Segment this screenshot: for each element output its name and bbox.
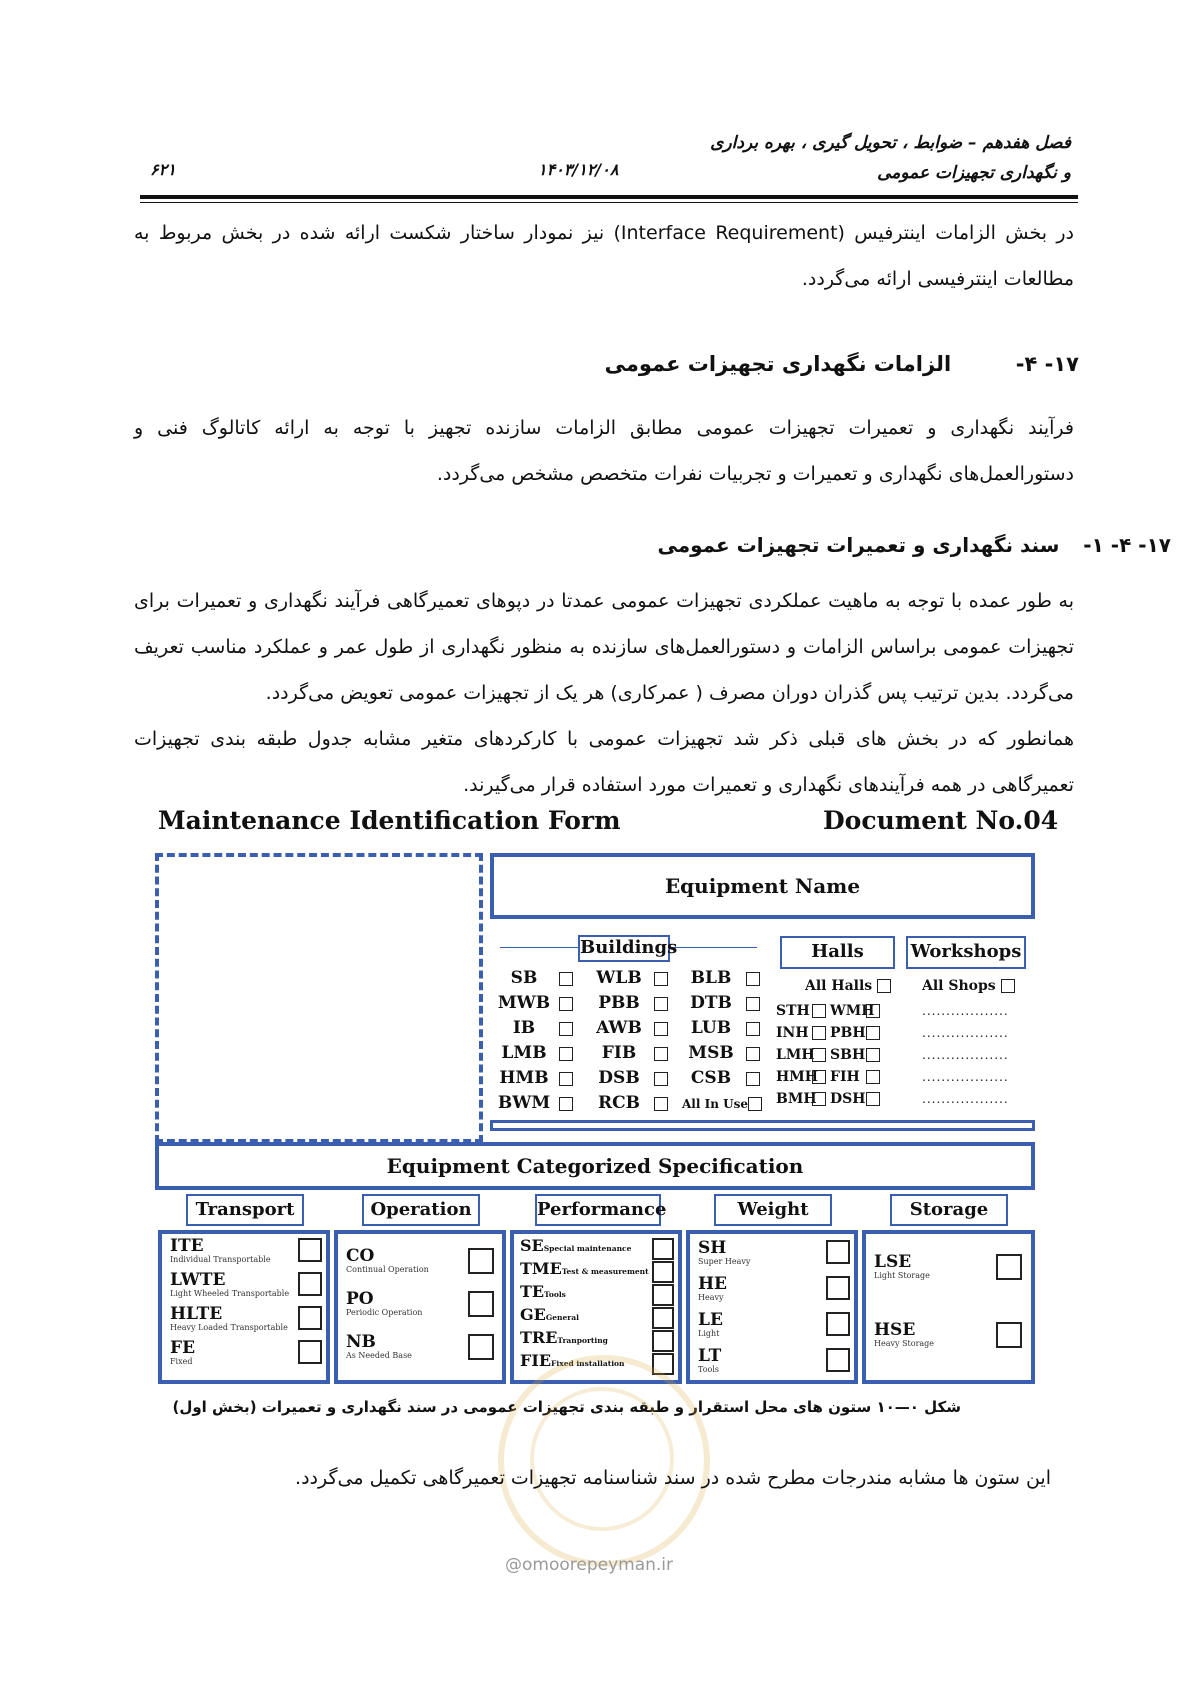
building-code: CSB bbox=[690, 1068, 732, 1088]
weight-checkbox[interactable] bbox=[826, 1276, 850, 1300]
building-checkbox[interactable] bbox=[559, 972, 573, 986]
workshop-blank-line[interactable]: .................. bbox=[922, 1048, 1009, 1062]
performance-checkbox[interactable] bbox=[652, 1284, 674, 1306]
building-item bbox=[682, 1018, 767, 1038]
performance-code bbox=[520, 1305, 579, 1324]
photo-placeholder bbox=[155, 853, 483, 1143]
hall-code: INH bbox=[776, 1025, 809, 1041]
hall-code: PBH bbox=[830, 1025, 866, 1041]
workshop-blank-line[interactable]: .................. bbox=[922, 1092, 1009, 1106]
paragraph-4: همانطور که در بخش های قبلی ذکر شد تجهیزات عمومی با کارکردهای متغیر مشابه جدول طبقه بندی تجهیزات تعمیرگاهی در همه فرآیندهای نگهداری و تعمیرات مورد استفاده قرار می‌گیرند. bbox=[134, 728, 1074, 796]
storage-desc: Light Storage bbox=[874, 1271, 930, 1280]
workshops-all-checkbox[interactable] bbox=[1001, 979, 1015, 993]
operation-code bbox=[346, 1289, 374, 1309]
weight-desc: Light bbox=[698, 1329, 720, 1338]
building-code: MSB bbox=[688, 1043, 734, 1063]
transport-code-text: ITE bbox=[170, 1236, 204, 1256]
hall-checkbox[interactable] bbox=[866, 1070, 880, 1084]
performance-code-text: TRE bbox=[520, 1328, 558, 1347]
weight-desc: Tools bbox=[698, 1365, 720, 1374]
hall-checkbox[interactable] bbox=[866, 1026, 880, 1040]
performance-code bbox=[520, 1236, 631, 1255]
transport-checkbox[interactable] bbox=[298, 1306, 322, 1330]
building-checkbox[interactable] bbox=[559, 1097, 573, 1111]
hall-checkbox[interactable] bbox=[866, 1004, 880, 1018]
building-checkbox[interactable] bbox=[746, 1047, 760, 1061]
building-checkbox[interactable] bbox=[746, 1022, 760, 1036]
building-checkbox[interactable] bbox=[559, 1047, 573, 1061]
hall-code: LMH bbox=[776, 1047, 815, 1063]
operation-desc: As Needed Base bbox=[346, 1351, 412, 1360]
operation-code-text: CO bbox=[346, 1246, 375, 1266]
storage-box bbox=[862, 1230, 1035, 1384]
halls-all-label: All Halls bbox=[805, 978, 873, 994]
performance-code bbox=[520, 1328, 608, 1347]
building-code: DSB bbox=[598, 1068, 640, 1088]
location-bottom-bar bbox=[490, 1120, 1035, 1131]
operation-code-text: NB bbox=[346, 1332, 376, 1352]
performance-desc: General bbox=[545, 1313, 579, 1322]
building-code: WLB bbox=[596, 968, 642, 988]
hall-code: HMH bbox=[776, 1069, 818, 1085]
hall-code: FIH bbox=[830, 1069, 860, 1085]
building-checkbox[interactable] bbox=[559, 997, 573, 1011]
building-checkbox[interactable] bbox=[654, 972, 668, 986]
chapter-line-2: و نگهداری تجهیزات عمومی bbox=[877, 163, 1071, 183]
performance-code-text: SE bbox=[520, 1236, 544, 1255]
transport-desc: Fixed bbox=[170, 1357, 193, 1366]
building-item bbox=[590, 1068, 675, 1088]
building-item bbox=[590, 1018, 675, 1038]
equipment-name-box bbox=[490, 853, 1035, 919]
weight-code bbox=[698, 1310, 723, 1330]
weight-code bbox=[698, 1274, 727, 1294]
operation-checkbox[interactable] bbox=[468, 1291, 494, 1317]
weight-checkbox[interactable] bbox=[826, 1240, 850, 1264]
performance-code bbox=[520, 1282, 566, 1301]
building-item bbox=[495, 1068, 580, 1088]
building-code: BLB bbox=[690, 968, 732, 988]
storage-code-text: HSE bbox=[874, 1320, 916, 1340]
building-item bbox=[590, 1043, 675, 1063]
chapter-title bbox=[710, 128, 1071, 188]
equipment-name-label: Equipment Name bbox=[664, 874, 861, 898]
subsection-title: سند نگهداری و تعمیرات تجهیزات عمومی bbox=[657, 533, 1060, 557]
weight-checkbox[interactable] bbox=[826, 1312, 850, 1336]
hall-row bbox=[776, 1047, 884, 1063]
paragraph-1: در بخش الزامات اینترفیس (Interface Requirement) نیز نمودار ساختار شکست ارائه شده در بخش مربوط به مطالعات اینترفیسی ارائه می‌گردد. bbox=[134, 222, 1074, 290]
weight-desc: Heavy bbox=[698, 1293, 724, 1302]
building-checkbox[interactable] bbox=[654, 1097, 668, 1111]
form-title: Maintenance Identification Form bbox=[158, 806, 621, 835]
building-item bbox=[495, 1093, 580, 1113]
hall-checkbox[interactable] bbox=[812, 1048, 826, 1062]
transport-code-text: LWTE bbox=[170, 1270, 226, 1290]
operation-desc: Continual Operation bbox=[346, 1265, 429, 1274]
storage-code bbox=[874, 1252, 911, 1272]
building-code: DTB bbox=[690, 993, 732, 1013]
buildings-label: Buildings bbox=[578, 935, 670, 962]
building-code: PBB bbox=[598, 993, 640, 1013]
workshops-label: Workshops bbox=[906, 936, 1026, 969]
hall-row bbox=[776, 1069, 884, 1085]
workshops-all-label: All Shops bbox=[922, 978, 996, 994]
building-code: FIB bbox=[601, 1043, 637, 1063]
building-checkbox[interactable] bbox=[654, 1047, 668, 1061]
building-code: LMB bbox=[501, 1043, 547, 1063]
building-item bbox=[495, 968, 580, 988]
storage-code bbox=[874, 1320, 915, 1340]
storage-checkbox[interactable] bbox=[996, 1254, 1022, 1280]
hall-checkbox[interactable] bbox=[866, 1048, 880, 1062]
paragraph-5: این ستون ها مشابه مندرجات مطرح شده در سند شناسنامه تجهیزات تعمیرگاهی تکمیل می‌گردد. bbox=[295, 1467, 1051, 1489]
building-item bbox=[682, 1043, 767, 1063]
workshop-blank-line[interactable]: .................. bbox=[922, 1004, 1009, 1018]
operation-box bbox=[334, 1230, 506, 1384]
paragraph-2: فرآیند نگهداری و تعمیرات تجهیزات عمومی مطابق الزامات سازنده تجهیز با توجه به ارائه کاتالوگ فنی و دستورالعمل‌های نگهداری و تعمیرات و تجربیات نفرات متخصص مشخص می‌گردد. bbox=[134, 417, 1074, 485]
performance-checkbox[interactable] bbox=[652, 1261, 674, 1283]
header-rule-thick bbox=[140, 195, 1078, 199]
header-rule-thin bbox=[140, 202, 1078, 203]
hall-code: WMH bbox=[830, 1003, 875, 1019]
workshops-all bbox=[922, 978, 1015, 994]
operation-code bbox=[346, 1332, 376, 1352]
transport-desc: Individual Transportable bbox=[170, 1255, 271, 1264]
transport-code-text: HLTE bbox=[170, 1304, 223, 1324]
building-checkbox[interactable] bbox=[746, 1072, 760, 1086]
subsection-number: ۱۷- ۴- ۱- bbox=[1083, 533, 1171, 557]
header-date: ۱۴۰۳/۱۲/۰۸ bbox=[538, 160, 619, 179]
building-code: BWM bbox=[497, 1093, 551, 1113]
hall-checkbox[interactable] bbox=[812, 1092, 826, 1106]
building-code: LUB bbox=[690, 1018, 732, 1038]
weight-code-text: SH bbox=[698, 1238, 727, 1258]
workshop-blank-line[interactable]: .................. bbox=[922, 1070, 1009, 1084]
operation-checkbox[interactable] bbox=[468, 1248, 494, 1274]
section-number: ۱۷- ۴- bbox=[1015, 352, 1079, 376]
hall-row bbox=[776, 1025, 884, 1041]
operation-code-text: PO bbox=[346, 1289, 374, 1309]
spec-title: Equipment Categorized Specification bbox=[386, 1154, 804, 1178]
building-code: IB bbox=[512, 1018, 536, 1038]
paragraph-3: به طور عمده با توجه به ماهیت عملکردی تجهیزات عمومی عمدتا در دپوهای تعمیرگاهی فرآیند نگهداری و تعمیرات برای تجهیزات عمومی براساس الزامات و دستورالعمل‌های سازنده به منظور نگهداری از طول عمر و عملکرد مناسب تعریف می‌گردد. بدین ترتیب پس گذران دوران مصرف ( عمرکاری) هر یک از تجهیزات عمومی تعویض می‌گردد. bbox=[134, 590, 1074, 704]
building-code: RCB bbox=[597, 1093, 641, 1113]
storage-desc: Heavy Storage bbox=[874, 1339, 935, 1348]
building-item bbox=[682, 993, 767, 1013]
building-checkbox[interactable] bbox=[746, 972, 760, 986]
subsection-heading bbox=[657, 533, 1171, 557]
building-checkbox[interactable] bbox=[748, 1097, 762, 1111]
performance-checkbox[interactable] bbox=[652, 1307, 674, 1329]
spec-title-box bbox=[155, 1142, 1035, 1190]
chapter-line-1: فصل هفدهم – ضوابط ، تحویل گیری ، بهره برداری bbox=[710, 133, 1071, 153]
operation-desc: Periodic Operation bbox=[346, 1308, 423, 1317]
storage-code-text: LSE bbox=[874, 1252, 912, 1272]
workshop-blank-line[interactable]: .................. bbox=[922, 1026, 1009, 1040]
category-performance: Performance bbox=[535, 1194, 661, 1226]
transport-code bbox=[170, 1236, 204, 1256]
performance-code-text: TE bbox=[520, 1282, 545, 1301]
halls-all-checkbox[interactable] bbox=[877, 979, 891, 993]
weight-code bbox=[698, 1238, 726, 1258]
building-item bbox=[682, 1093, 767, 1113]
building-code: AWB bbox=[596, 1018, 642, 1038]
building-checkbox[interactable] bbox=[559, 1072, 573, 1086]
storage-checkbox[interactable] bbox=[996, 1322, 1022, 1348]
weight-code bbox=[698, 1346, 721, 1366]
transport-code-text: FE bbox=[170, 1338, 196, 1358]
weight-box bbox=[686, 1230, 858, 1384]
performance-desc: Tranporting bbox=[557, 1336, 608, 1345]
building-item bbox=[495, 993, 580, 1013]
category-storage: Storage bbox=[890, 1194, 1008, 1226]
building-code: All In Use bbox=[682, 1097, 748, 1111]
performance-desc: Tools bbox=[544, 1290, 566, 1299]
halls-all bbox=[805, 978, 891, 994]
halls-label: Halls bbox=[780, 936, 895, 969]
transport-checkbox[interactable] bbox=[298, 1272, 322, 1296]
transport-desc: Heavy Loaded Transportable bbox=[170, 1323, 288, 1332]
document-number: Document No.04 bbox=[823, 806, 1059, 835]
transport-desc: Light Wheeled Transportable bbox=[170, 1289, 290, 1298]
building-item bbox=[590, 968, 675, 988]
category-transport: Transport bbox=[186, 1194, 304, 1226]
hall-row bbox=[776, 1091, 884, 1107]
hall-checkbox[interactable] bbox=[812, 1026, 826, 1040]
performance-desc: Test & measurement bbox=[561, 1267, 649, 1276]
hall-code: DSH bbox=[830, 1091, 866, 1107]
building-code: MWB bbox=[497, 993, 551, 1013]
weight-checkbox[interactable] bbox=[826, 1348, 850, 1372]
category-weight: Weight bbox=[714, 1194, 832, 1226]
building-item bbox=[495, 1018, 580, 1038]
transport-code bbox=[170, 1338, 195, 1358]
building-item bbox=[682, 1068, 767, 1088]
hall-checkbox[interactable] bbox=[866, 1092, 880, 1106]
operation-code bbox=[346, 1246, 374, 1266]
building-item bbox=[590, 1093, 675, 1113]
transport-checkbox[interactable] bbox=[298, 1238, 322, 1262]
building-checkbox[interactable] bbox=[654, 1022, 668, 1036]
hall-code: SBH bbox=[830, 1047, 866, 1063]
page-number: ۶۲۱ bbox=[150, 160, 176, 179]
building-item bbox=[682, 968, 767, 988]
performance-code-text: GE bbox=[520, 1305, 546, 1324]
transport-box bbox=[158, 1230, 330, 1384]
performance-code bbox=[520, 1259, 649, 1278]
building-item bbox=[495, 1043, 580, 1063]
building-item bbox=[590, 993, 675, 1013]
weight-desc: Super Heavy bbox=[698, 1257, 751, 1266]
transport-checkbox[interactable] bbox=[298, 1340, 322, 1364]
hall-code: STH bbox=[776, 1003, 810, 1019]
building-code: HMB bbox=[499, 1068, 549, 1088]
weight-code-text: HE bbox=[698, 1274, 728, 1294]
hall-checkbox[interactable] bbox=[812, 1070, 826, 1084]
figure-caption: شکل ۰—۱۰ ستون های محل استقرار و طبقه بندی تجهیزات عمومی در سند نگهداری و تعمیرات (بخش اول) bbox=[172, 1398, 961, 1416]
performance-code-text: TME bbox=[520, 1259, 562, 1278]
hall-row bbox=[776, 1003, 884, 1019]
section-title: الزامات نگهداری تجهیزات عمومی bbox=[604, 352, 952, 376]
hall-code: BMH bbox=[776, 1091, 817, 1107]
performance-checkbox[interactable] bbox=[652, 1238, 674, 1260]
section-heading bbox=[605, 352, 1079, 376]
weight-code-text: LT bbox=[698, 1346, 722, 1366]
building-checkbox[interactable] bbox=[746, 997, 760, 1011]
building-code: SB bbox=[510, 968, 538, 988]
performance-desc: Fixed installation bbox=[551, 1359, 625, 1368]
transport-code bbox=[170, 1270, 226, 1290]
watermark-site: @omoorepeyman.ir bbox=[505, 1555, 674, 1575]
performance-desc: Special maintenance bbox=[543, 1244, 632, 1253]
performance-checkbox[interactable] bbox=[652, 1330, 674, 1352]
operation-checkbox[interactable] bbox=[468, 1334, 494, 1360]
weight-code-text: LE bbox=[698, 1310, 723, 1330]
performance-code-text: FIE bbox=[520, 1351, 552, 1370]
category-operation: Operation bbox=[362, 1194, 480, 1226]
building-checkbox[interactable] bbox=[559, 1022, 573, 1036]
hall-checkbox[interactable] bbox=[812, 1004, 826, 1018]
transport-code bbox=[170, 1304, 222, 1324]
building-checkbox[interactable] bbox=[654, 1072, 668, 1086]
building-checkbox[interactable] bbox=[654, 997, 668, 1011]
